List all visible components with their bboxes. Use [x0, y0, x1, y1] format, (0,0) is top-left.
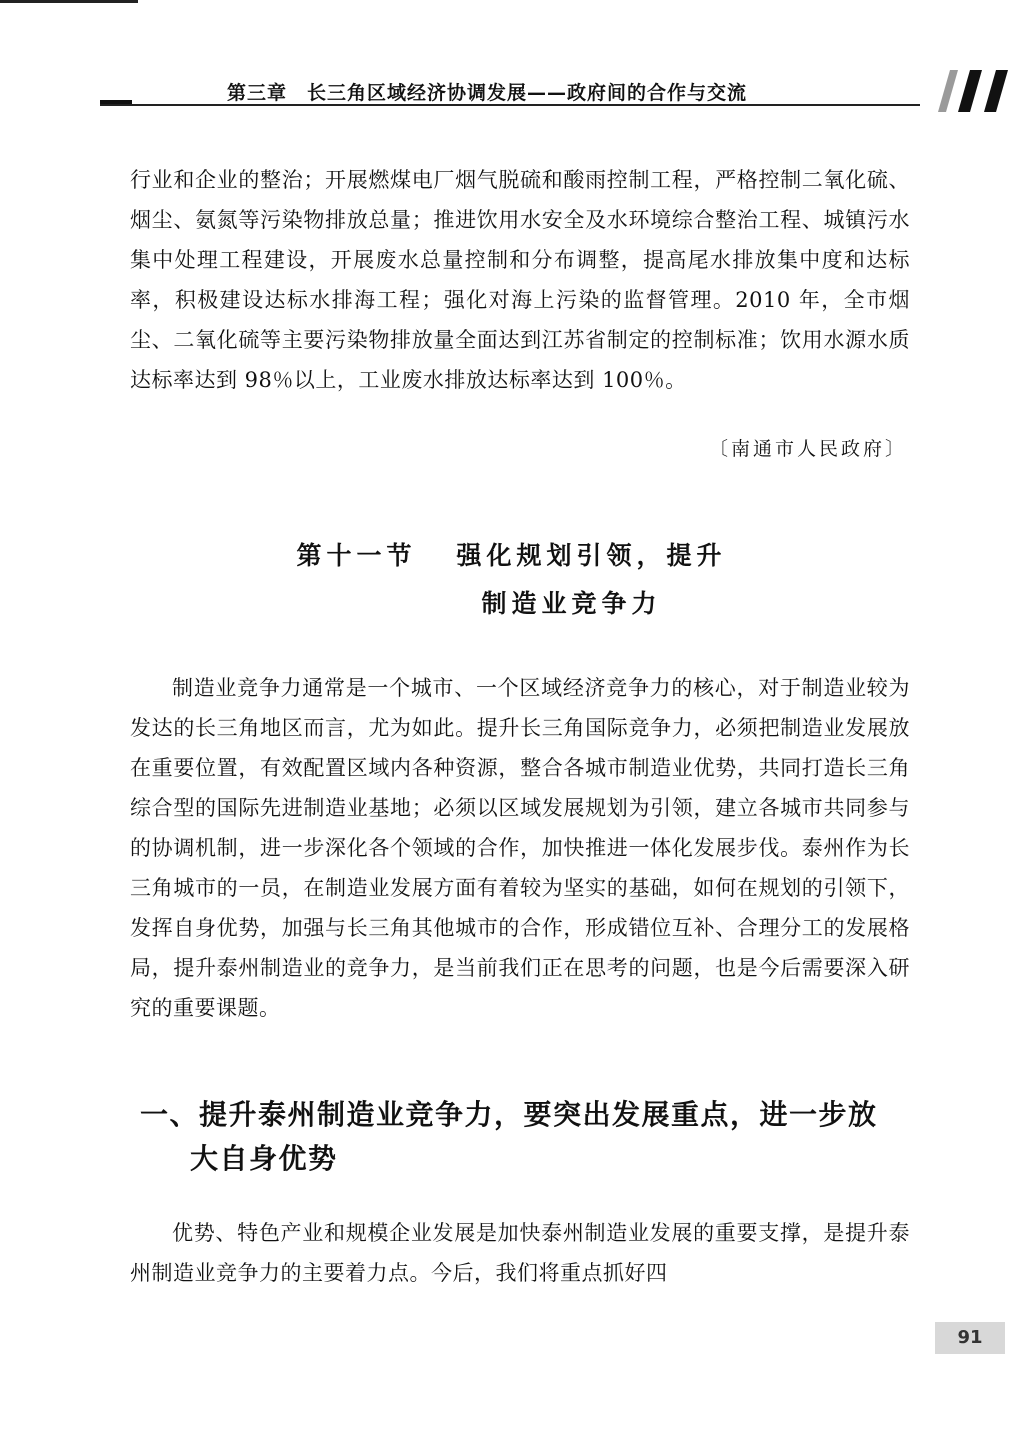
- source-signature: 〔南通市人民政府〕: [708, 438, 907, 460]
- section-title-line-1: [0, 536, 1023, 572]
- subheading-line-2: 大自身优势: [190, 1142, 338, 1175]
- page-number: 91: [935, 1322, 1005, 1354]
- section-title-line-2: 制造业竞争力: [481, 589, 662, 618]
- header-stripe-decoration-icon: [924, 70, 1014, 112]
- subheading-one: [140, 1093, 920, 1181]
- section-number: 第十一节: [296, 541, 417, 570]
- running-header: [92, 72, 922, 116]
- paragraph-industry-focus: 优势、特色产业和规模企业发展是加快泰州制造业发展的重要支撑，是提升泰州制造业竞争力的主要着力点。今后，我们将重点抓好四: [130, 1221, 910, 1285]
- paragraph-pollution-control: 行业和企业的整治；开展燃煤电厂烟气脱硫和酸雨控制工程，严格控制二氧化硫、烟尘、氨氮等污染物排放总量；推进饮用水安全及水环境综合整治工程、城镇污水集中处理工程建设，开展废水总量控制和分布调整，提高尾水排放集中度和达标率，积极建设达标水排海工程；强化对海上污染的监督管理。2010 年，全市烟尘、二氧化硫等主要污染物排放量全面达到江苏省制定的控制标准；饮用水源水质达标率达到 98％以上，工业废水排放达标率达到 100％。: [130, 168, 910, 392]
- running-title: 第三章 长三角区域经济协调发展——政府间的合作与交流: [227, 82, 748, 104]
- paragraph-manufacturing-intro: 制造业竞争力通常是一个城市、一个区域经济竞争力的核心，对于制造业较为发达的长三角地区而言，尤为如此。提升长三角国际竞争力，必须把制造业发展放在重要位置，有效配置区域内各种资源，整合各城市制造业优势，共同打造长三角综合型的国际先进制造业基地；必须以区域发展规划为引领，建立各城市共同参与的协调机制，进一步深化各个领域的合作，加快推进一体化发展步伐。泰州作为长三角城市的一员，在制造业发展方面有着较为坚实的基础，如何在规划的引领下，发挥自身优势，加强与长三角其他城市的合作，形成错位互补、合理分工的发展格局，提升泰州制造业的竞争力，是当前我们正在思考的问题，也是今后需要深入研究的重要课题。: [130, 676, 910, 1020]
- top-edge-rule: [0, 0, 138, 3]
- subheading-line-1: 一、提升泰州制造业竞争力，要突出发展重点，进一步放: [140, 1098, 878, 1131]
- section-title-text-1: 强化规划引领，提升: [456, 541, 727, 570]
